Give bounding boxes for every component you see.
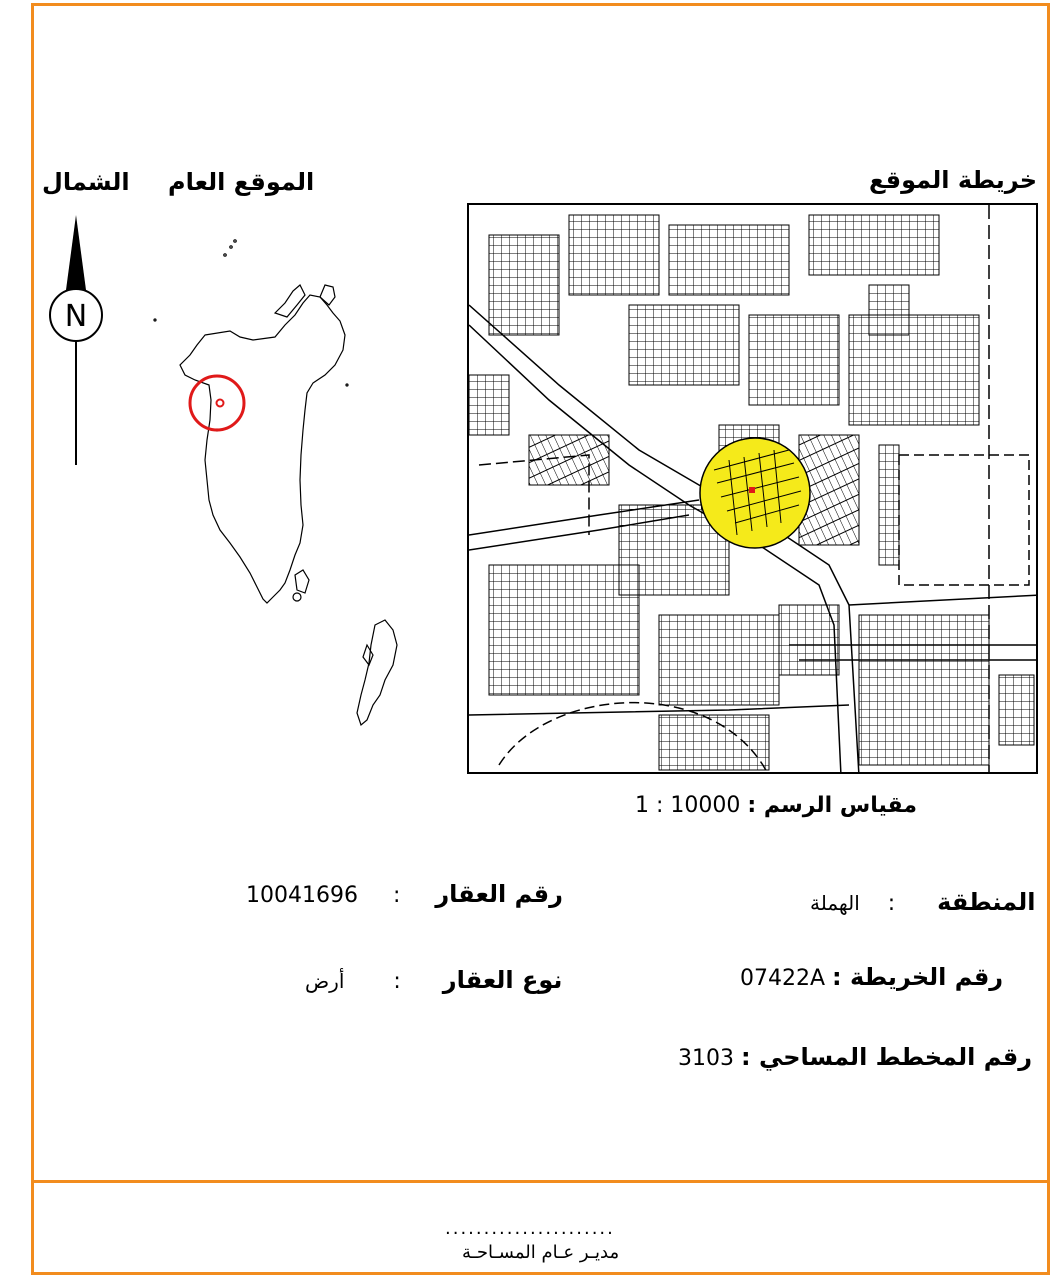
site-map xyxy=(467,203,1038,774)
signature-title: مديـر عـام المسـاحـة xyxy=(462,1242,620,1263)
map-number-label: رقم الخريطة : xyxy=(832,963,1004,991)
survey-plan-label: رقم المخطط المساحي : xyxy=(741,1043,1033,1071)
scale-value: 1 : 10000 xyxy=(635,793,741,818)
north-arrow-icon xyxy=(44,210,108,470)
map-number-field xyxy=(740,963,1003,991)
property-type-sep: : xyxy=(393,969,401,994)
property-marker-icon xyxy=(749,487,755,493)
footer-divider xyxy=(31,1180,1050,1183)
north-letter: N xyxy=(64,299,88,334)
survey-plan-field xyxy=(678,1043,1032,1071)
map-number-value: 07422A xyxy=(740,966,826,991)
scale-label: مقياس الرسم : xyxy=(747,793,917,818)
property-number-label: رقم العقار xyxy=(435,880,563,908)
property-number-field xyxy=(246,880,563,908)
scale-line xyxy=(635,793,917,818)
region-sep: : xyxy=(887,891,896,916)
property-type-label: نوع العقار xyxy=(442,966,563,994)
site-map-title: خريطة الموقع xyxy=(868,166,1037,194)
property-number-sep: : xyxy=(392,883,401,908)
survey-plan-value: 3103 xyxy=(678,1046,734,1071)
property-number-value: 10041696 xyxy=(246,883,358,908)
north-title: الشمال xyxy=(42,168,130,196)
signature-line: ...................... xyxy=(445,1218,615,1239)
overview-map xyxy=(135,225,435,745)
region-field xyxy=(810,888,1036,916)
region-value: الهملة xyxy=(810,891,860,915)
property-type-field xyxy=(305,966,562,994)
region-label: المنطقة xyxy=(937,888,1036,916)
general-location-title: الموقع العام xyxy=(168,168,315,196)
property-type-value: أرض xyxy=(305,969,345,993)
